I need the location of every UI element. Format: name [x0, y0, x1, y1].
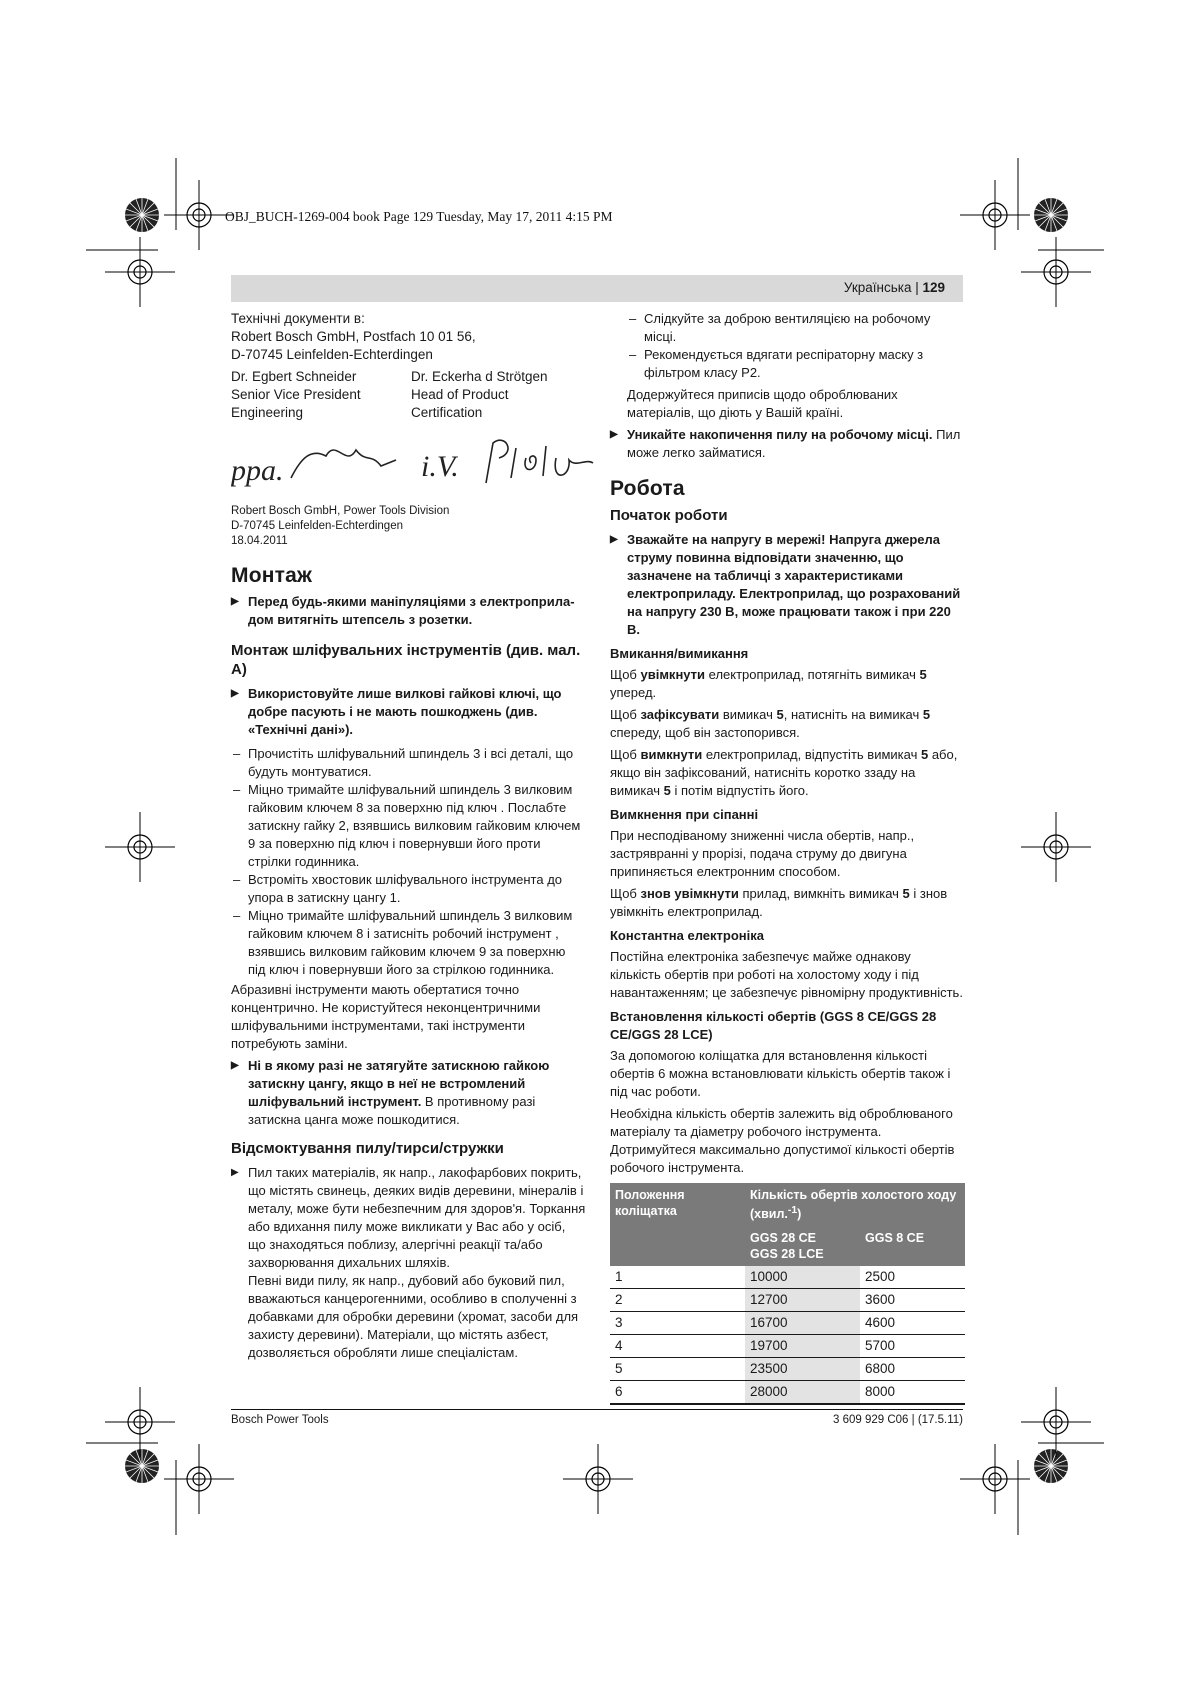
- header-position: Положення коліщатка: [610, 1183, 745, 1266]
- heading-dust: Відсмоктування пилу/тирси/стружки: [231, 1140, 504, 1157]
- footer-right: 3 609 929 C06 | (17.5.11): [832, 1414, 963, 1426]
- restart-text: Щоб знов увімкнути прилад, вимкніть вимикач 5 і знов увімкніть електроприлад.: [610, 886, 948, 919]
- warning-nut: ▶ Ні в якому разі не затягуйте затискною гайкою затискну цангу, якщо в неї не встромлений шліфувальний інструмент. В противному разі затискна цанга може пошкодитися.: [231, 1057, 586, 1129]
- signature-ppa: ppa.: [231, 454, 284, 487]
- dust-dash-1: – Слідкуйте за доброю вентиляцією на робочому місці.: [627, 310, 965, 346]
- footer-left: Bosch Power Tools: [231, 1414, 329, 1426]
- heading-constant-electronics: Константна електроніка: [610, 928, 764, 943]
- speed-text-1: За допомогою коліщатка для встановлення кількості обертів 6 можна встановлювати кількість обертів також і під час роботи.: [610, 1048, 951, 1099]
- heading-tool-mounting: Монтаж шліфувальних інструментів (див. мал. A): [231, 642, 581, 678]
- signers: Dr. Egbert Schneider Senior Vice President Engineering Dr. Eckerha d Strötgen Head of Product Certification: [231, 369, 548, 420]
- table-header-row: [610, 1183, 965, 1226]
- heading-kickback: Вимкнення при сіпанні: [610, 807, 759, 822]
- dust-dash-2: – Рекомендується вдягати респіраторну маску з фільтром класу P2.: [627, 346, 965, 382]
- footer-rule: [231, 1409, 963, 1410]
- speed-text-2: Необхідна кількість обертів залежить від оброблюваного матеріалу та діаметру робочого інструмента. Дотримуйтеся максимально допустимої кількості обертів робочого інструмента.: [610, 1106, 955, 1175]
- header-model-ggs8: GGS 8 CE: [860, 1226, 965, 1266]
- company-block: Robert Bosch GmbH, Power Tools Division D-70745 Leinfelden-Echterdingen 18.04.2011: [231, 505, 450, 547]
- lock-text: Щоб зафіксувати вимикач 5, натисніть на вимикач 5 спереду, щоб він застопорився.: [610, 707, 931, 740]
- running-head: Українська | 129: [231, 275, 963, 302]
- signature-iv: i.V.: [421, 450, 459, 483]
- constant-electronics-text: Постійна електроніка забезпечує майже однакову кількість обертів при роботі на холостому ходу і під навантаженням; це забезпечує рівномірну продуктивність.: [610, 949, 963, 1000]
- dust-warning: ▶ Пил таких матеріалів, як напр., лакофарбових покрить, що містять свинець, деяких видів деревини, мінералів і металу, може бути небезпечним для здоров'я. Торкання або вдихання пилу може викликати у Вас або у осіб, що знаходяться поблизу, алергічні реакції та/або захворювання дихальних шляхів. Певні види пилу, як напр., дубовий або буковий пил, вважаються канцерогенними, особливо в сполученні з добавками для обробки деревини (хромат, засоби для захисту деревини). Матеріали, що містять азбест, дозволяється обробляти лише спеціалістам.: [231, 1164, 586, 1362]
- header-rpm: Кількість обертів холостого ходу (хвил.$^{-1}$): [745, 1183, 965, 1226]
- tech-docs: Технічні документи в: Robert Bosch GmbH, Postfach 10 01 56, D-70745 Leinfelden-Echterdingen: [231, 311, 476, 362]
- table-row: 1 10000 2500: [610, 1266, 965, 1289]
- kickback-text: При несподіваному зниженні числа обертів, напр., застрявранні у прорізі, подача струму до двигуна припиняється електронним способом.: [610, 828, 915, 879]
- warning-dust-accumulation: ▶ Уникайте накопичення пилу на робочому місці. Пил може легко займатися.: [610, 426, 965, 462]
- speed-table: [610, 1183, 965, 1405]
- signatures: [231, 428, 601, 498]
- signature-schneider: [291, 450, 396, 478]
- table-row: 5 23500 6800: [610, 1358, 965, 1381]
- comply-note: Додержуйтеся приписів щодо оброблюваних матеріалів, що діють у Вашій країні.: [627, 387, 898, 420]
- step-2: – Міцно тримайте шліфувальний шпиндель 3 вилковим гайковим ключем 8 за поверхню під ключ . Послабте затискну гайку 2, взявшись вилковим гайковим ключем 9 за поверхню під ключ і повернувши його проти стрілки годинника.: [231, 781, 586, 871]
- heading-work: Робота: [610, 477, 685, 500]
- header-model-ggs28: GGS 28 CE GGS 28 LCE: [745, 1226, 860, 1266]
- warning-voltage: ▶ Зважайте на напругу в мережі! Напруга джерела струму повинна відповідати значенню, що зазначене на табличці з характеристиками електроприладу. Електроприлад, що розрахований на напругу 230 В, може працювати також і при 220 В.: [610, 531, 965, 639]
- table-row: 6 28000 8000: [610, 1381, 965, 1405]
- heading-speed-setting: Встановлення кількості обертів (GGS 8 CE/GGS 28 CE/GGS 28 LCE): [610, 1009, 937, 1042]
- step-3: – Встроміть хвостовик шліфувального інструмента до упора в затискну цангу 1.: [231, 871, 586, 907]
- warning-keys: ▶ Використовуйте лише вилкові гайкові ключі, що добре пасують і не мають пошкоджень (див. «Технічні дані»).: [231, 685, 586, 739]
- left-column: [231, 310, 586, 1368]
- page-number: 129: [922, 280, 945, 295]
- heading-start: Початок роботи: [610, 507, 728, 524]
- heading-montage: Монтаж: [231, 564, 313, 587]
- step-4: – Міцно тримайте шліфувальний шпиндель 3 вилковим гайковим ключем 8 і затисніть робочий інструмент , взявшись вилковим гайковим ключем 9 за поверхню під ключ і повернувши його за стрілкою годинника.: [231, 907, 586, 979]
- print-slug: OBJ_BUCH-1269-004 book Page 129 Tuesday, May 17, 2011 4:15 PM: [225, 209, 613, 224]
- table-row: 4 19700 5700: [610, 1335, 965, 1358]
- signature-stroetgen: [486, 440, 593, 483]
- table-row: 2 12700 3600: [610, 1289, 965, 1312]
- table-row: 3 16700 4600: [610, 1312, 965, 1335]
- warning-unplug: ▶ Перед будь-якими маніпуляціями з електроприла-дом витягніть штепсель з розетки.: [231, 593, 586, 629]
- switch-off-text: Щоб вимкнути електроприлад, відпустіть вимикач 5 або, якщо він зафіксований, натисніть коротко ззаду на вимикач 5 і потім відпустіть його.: [610, 747, 958, 798]
- step-1: – Прочистіть шліфувальний шпиндель 3 і всі деталі, що будуть монтуватися.: [231, 745, 586, 781]
- switch-on-text: Щоб увімкнути електроприлад, потягніть вимикач 5 уперед.: [610, 667, 927, 700]
- heading-on-off: Вмикання/вимикання: [610, 646, 749, 661]
- abrasive-note: Абразивні інструменти мають обертатися точно концентрично. Не користуйтеся неконцентричними шліфувальними інструментами, такі інструменти потребують заміни.: [231, 982, 541, 1051]
- running-head-language: Українська: [843, 280, 912, 295]
- right-column: [610, 310, 965, 1405]
